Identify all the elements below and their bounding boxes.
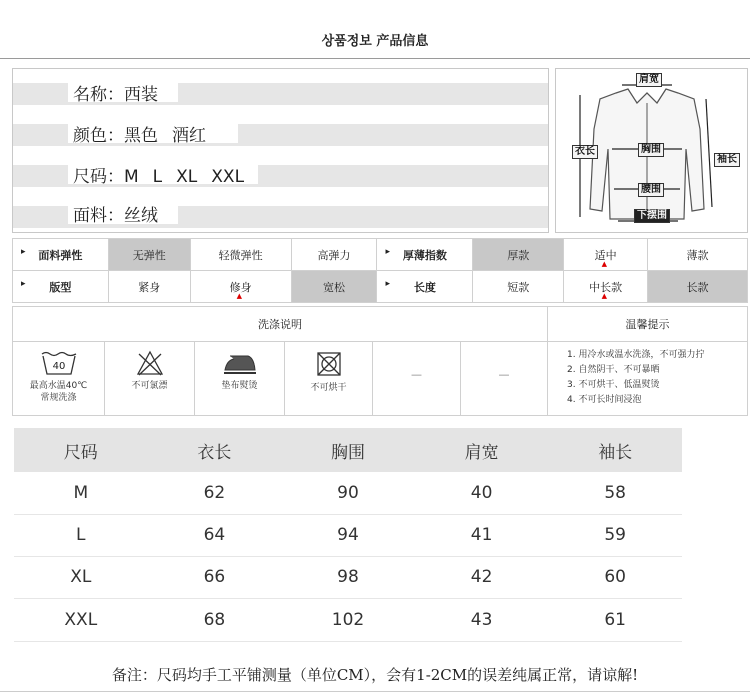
page-title: 상품정보 产品信息 <box>321 34 429 49</box>
table-cell: 41 <box>415 514 549 556</box>
attr-category: ▸ 厚薄指数 <box>377 239 473 271</box>
table-cell: 102 <box>281 598 415 641</box>
attr-option: 适中 ▲ <box>564 239 648 271</box>
attr-category: ▸ 面料弹性 <box>13 239 109 271</box>
tip-item: 4. 不可长时间浸泡 <box>567 395 642 405</box>
attr-option: 修身 ▲ <box>190 271 291 303</box>
wash-empty-cell: — <box>373 342 461 415</box>
attr-option: 长款 <box>648 271 748 303</box>
shoulder-label: 肩宽 <box>636 73 662 87</box>
product-color: 颜色：黑色 酒红 <box>73 126 206 146</box>
table-cell: 60 <box>548 556 682 598</box>
chest-col-header: 胸围 <box>281 428 415 472</box>
no-bleach-icon <box>136 350 164 376</box>
wash-symbol-cell <box>195 342 285 415</box>
tips-title: 温馨提示 <box>548 307 747 342</box>
table-cell: 66 <box>148 556 282 598</box>
size-header-row <box>14 428 682 472</box>
no-tumble-dry-icon <box>315 350 343 378</box>
table-row <box>14 556 682 598</box>
table-cell: XL <box>14 556 148 598</box>
tip-item: 2. 自然阴干、不可暴晒 <box>567 365 660 375</box>
wash-temp-caption: 最高水温40℃ <box>29 381 88 391</box>
attr-option: 高弹力 <box>291 239 377 271</box>
attr-option: 厚款 <box>473 239 564 271</box>
product-fabric: 面料：丝绒 <box>73 206 158 226</box>
sleeve-col-header: 袖长 <box>548 428 682 472</box>
wash-empty-cell: — <box>461 342 548 415</box>
attr-option: 薄款 <box>648 239 748 271</box>
attr-category: ▸ 长度 <box>377 271 473 303</box>
table-cell: M <box>14 472 148 514</box>
size-col-header: 尺码 <box>14 428 148 472</box>
waist-label: 腰围 <box>638 183 664 197</box>
attr-option: 轻微弹性 <box>190 239 291 271</box>
measurement-note: 备注：尺码均手工平铺测量（单位CM），会有1-2CM的误差纯属正常，请谅解! <box>111 666 639 684</box>
garment-measure-diagram <box>555 68 748 233</box>
iron-caption: 垫布熨烫 <box>221 381 258 391</box>
product-name: 名称：西装 <box>73 85 158 105</box>
tips-list <box>567 348 704 408</box>
table-cell: L <box>14 514 148 556</box>
table-cell: 58 <box>548 472 682 514</box>
sleeve-label: 袖长 <box>714 153 740 167</box>
table-cell: 42 <box>415 556 549 598</box>
attr-option: 无弹性 <box>108 239 190 271</box>
chest-label: 胸围 <box>638 143 664 157</box>
wash-tub-icon <box>40 350 78 376</box>
table-cell: 59 <box>548 514 682 556</box>
table-cell: 98 <box>281 556 415 598</box>
svg-text:40: 40 <box>52 361 65 372</box>
no-dry-caption: 不可烘干 <box>310 383 347 393</box>
tip-item: 1. 用冷水或温水洗涤，不可强力拧 <box>567 350 705 360</box>
wash-instructions-panel <box>12 306 748 416</box>
iron-icon <box>222 350 258 376</box>
wash-symbol-cell <box>105 342 195 415</box>
attribute-row <box>13 239 748 271</box>
wash-normal-caption: 常规洗涤 <box>40 393 77 403</box>
hem-label: 下摆围 <box>634 209 670 223</box>
attr-option: 紧身 <box>108 271 190 303</box>
size-chart-table <box>14 428 682 642</box>
tip-item: 3. 不可烘干、低温熨烫 <box>567 380 660 390</box>
table-cell: 68 <box>148 598 282 641</box>
table-row <box>14 472 682 514</box>
table-cell: 40 <box>415 472 549 514</box>
wash-title: 洗涤说明 <box>13 307 548 342</box>
attr-option: 短款 <box>473 271 564 303</box>
table-cell: 90 <box>281 472 415 514</box>
divider <box>0 691 750 692</box>
attribute-table <box>12 238 748 303</box>
product-sizes: 尺码：M L XL XXL <box>73 167 245 187</box>
length-col-header: 衣长 <box>148 428 282 472</box>
table-cell: 64 <box>148 514 282 556</box>
attribute-row <box>13 271 748 303</box>
attr-option: 中长款 ▲ <box>564 271 648 303</box>
table-cell: XXL <box>14 598 148 641</box>
table-cell: 62 <box>148 472 282 514</box>
table-row <box>14 598 682 641</box>
attr-category: ▸ 版型 <box>13 271 109 303</box>
table-row <box>14 514 682 556</box>
header <box>0 0 750 60</box>
attr-option: 宽松 <box>291 271 377 303</box>
no-bleach-caption: 不可氯漂 <box>131 381 168 391</box>
divider <box>0 58 750 59</box>
length-label: 衣长 <box>572 145 598 159</box>
shoulder-col-header: 肩宽 <box>415 428 549 472</box>
table-cell: 61 <box>548 598 682 641</box>
wash-symbol-cell <box>13 342 105 415</box>
product-info-panel <box>12 68 549 233</box>
wash-symbol-cell <box>285 342 373 415</box>
table-cell: 43 <box>415 598 549 641</box>
table-cell: 94 <box>281 514 415 556</box>
